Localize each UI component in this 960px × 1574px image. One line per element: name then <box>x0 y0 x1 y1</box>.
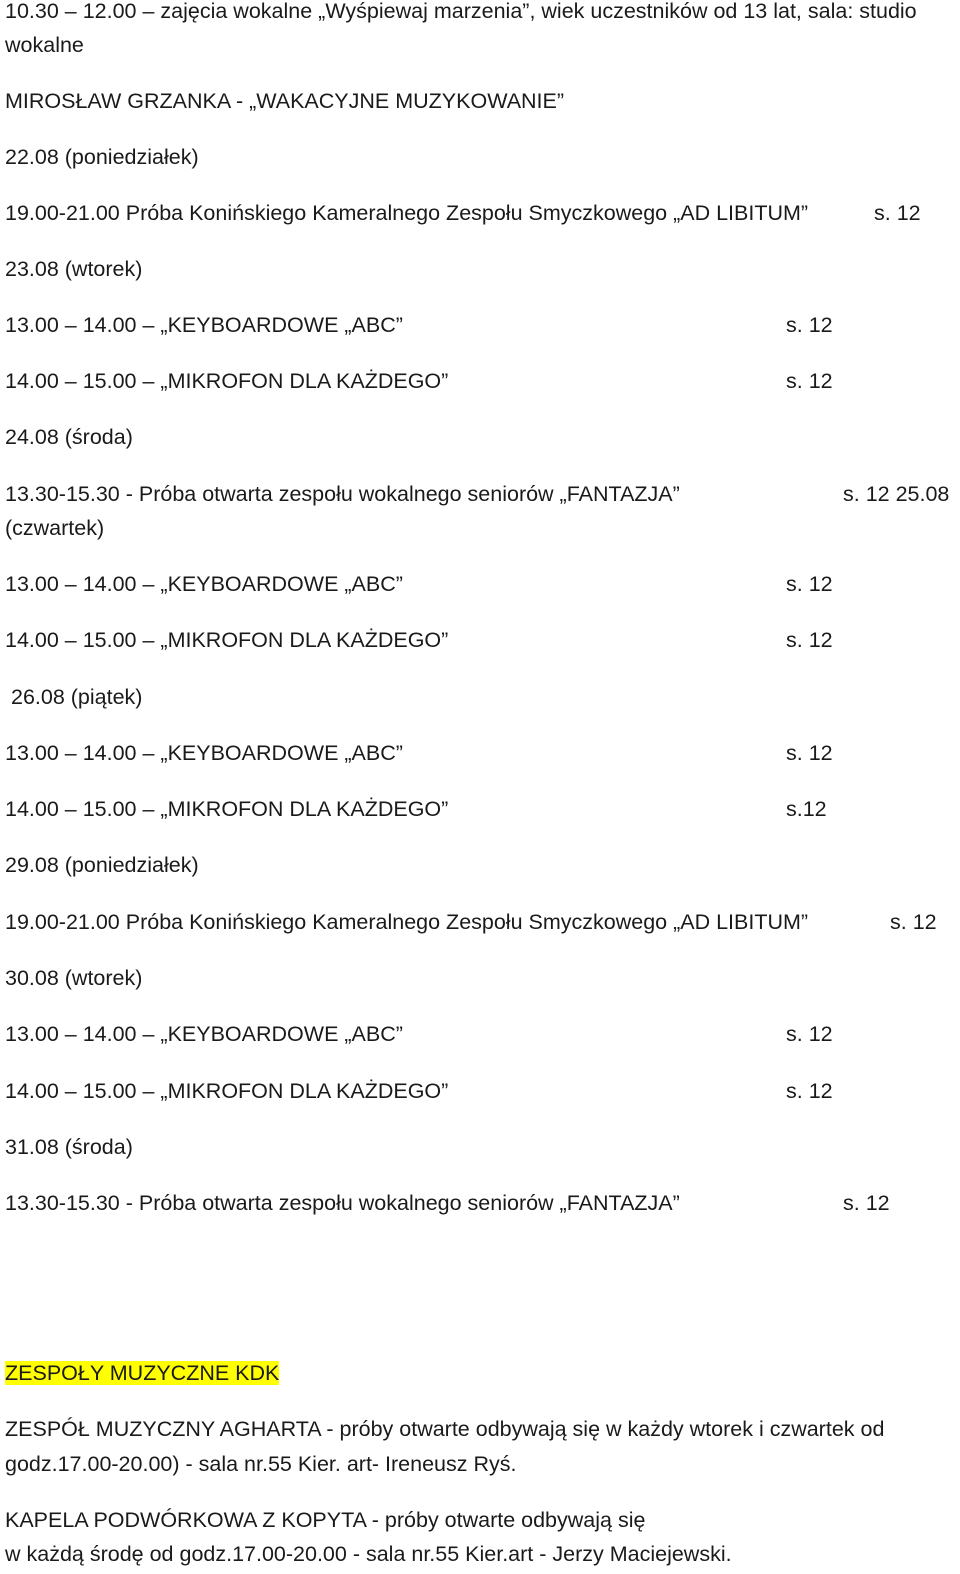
event-text: 19.00-21.00 Próba Konińskiego Kameralnego Zespołu Smyczkowego „AD LIBITUM” <box>5 201 809 225</box>
event-room: s. 12 <box>786 741 833 765</box>
event-text: 14.00 – 15.00 – „MIKROFON DLA KAŻDEGO” <box>5 797 449 821</box>
event-text: 13.30-15.30 - Próba otwarta zespołu wokalnego seniorów „FANTAZJA” <box>5 482 680 506</box>
event-text: 13.00 – 14.00 – „KEYBOARDOWE „ABC” <box>5 313 403 337</box>
event-room: s. 12 <box>786 313 833 337</box>
day-heading: 22.08 (poniedziałek) <box>5 145 199 169</box>
section-title: MIROSŁAW GRZANKA - „WAKACYJNE MUZYKOWANIE” <box>5 89 565 113</box>
event-room: s. 12 <box>786 628 833 652</box>
event-text: 13.30-15.30 - Próba otwarta zespołu wokalnego seniorów „FANTAZJA” <box>5 1191 680 1215</box>
event-room: s. 12 <box>890 910 937 934</box>
event-text: 14.00 – 15.00 – „MIKROFON DLA KAŻDEGO” <box>5 628 449 652</box>
event-room: s. 12 <box>786 369 833 393</box>
event-room: s. 12 <box>786 1079 833 1103</box>
day-heading: 31.08 (środa) <box>5 1135 133 1159</box>
event-text: 13.00 – 14.00 – „KEYBOARDOWE „ABC” <box>5 741 403 765</box>
day-heading: 23.08 (wtorek) <box>5 257 143 281</box>
day-heading: (czwartek) <box>5 516 105 540</box>
day-heading: 30.08 (wtorek) <box>5 966 143 990</box>
event-text: 13.00 – 14.00 – „KEYBOARDOWE „ABC” <box>5 572 403 596</box>
event-room: s. 12 <box>786 572 833 596</box>
kapela-line-1: KAPELA PODWÓRKOWA Z KOPYTA - próby otwarte odbywają się <box>5 1508 646 1532</box>
day-heading: 29.08 (poniedziałek) <box>5 853 199 877</box>
agharta-line-2: godz.17.00-20.00) - sala nr.55 Kier. art- Ireneusz Ryś. <box>5 1452 517 1476</box>
event-room: s. 12 25.08 <box>843 482 950 506</box>
event-room: s. 12 <box>843 1191 890 1215</box>
event-text: 14.00 – 15.00 – „MIKROFON DLA KAŻDEGO” <box>5 369 449 393</box>
groups-heading-highlight: ZESPOŁY MUZYCZNE KDK <box>5 1361 280 1385</box>
groups-heading <box>5 1356 279 1390</box>
day-heading: 26.08 (piątek) <box>11 685 143 709</box>
kapela-line-2: w każdą środę od godz.17.00-20.00 - sala nr.55 Kier.art - Jerzy Maciejewski. <box>5 1542 732 1566</box>
event-text: 13.00 – 14.00 – „KEYBOARDOWE „ABC” <box>5 1022 403 1046</box>
intro-line-2: wokalne <box>5 33 84 57</box>
agharta-line-1: ZESPÓŁ MUZYCZNY AGHARTA - próby otwarte odbywają się w każdy wtorek i czwartek od <box>5 1417 885 1441</box>
event-text: 14.00 – 15.00 – „MIKROFON DLA KAŻDEGO” <box>5 1079 449 1103</box>
event-room: s. 12 <box>786 1022 833 1046</box>
event-room: s.12 <box>786 797 827 821</box>
event-room: s. 12 <box>874 201 921 225</box>
day-heading: 24.08 (środa) <box>5 425 133 449</box>
event-text: 19.00-21.00 Próba Konińskiego Kameralnego Zespołu Smyczkowego „AD LIBITUM” <box>5 910 809 934</box>
intro-line-1: 10.30 – 12.00 – zajęcia wokalne „Wyśpiewaj marzenia”, wiek uczestników od 13 lat, sala: studio <box>5 0 917 23</box>
